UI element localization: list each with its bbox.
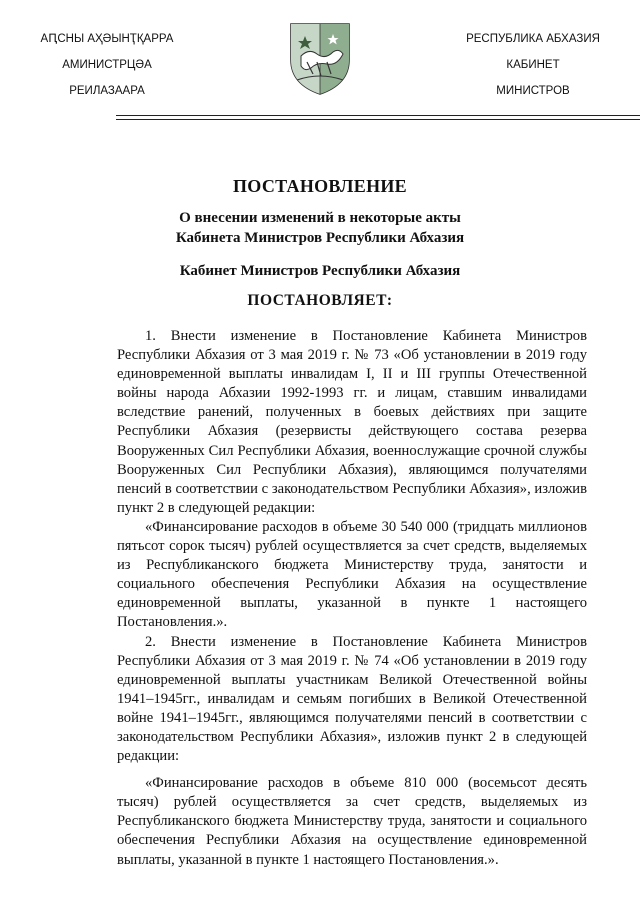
paragraph-1-quote: «Финансирование расходов в объеме 30 540 000 (тридцать миллионов пятьсот сорок тысяч) рублей осуществляется за счет средств, выделяемых из Республиканского бюджета Министерству труда, занятости и социального обеспечения Республики Абхазия на осуществление единовременной выплаты, указанной в пункте 1 настоящего Постановления.». (117, 518, 587, 631)
issuing-authority: Кабинет Министров Республики Абхазия (179, 263, 461, 279)
subject-line-1: О внесении изменений в некоторые акты (179, 210, 461, 226)
paragraph-1: 1. Внести изменение в Постановление Кабинета Министров Республики Абхазия от 3 мая 2019 г. № 73 «Об установлении в 2019 году единовременной выплаты инвалидам I, II и III группы Отечественной войны народа Абхазии 1992-1993 гг. и лицам, ставшим инвалидами вследствие ранений, полученных в боевых действиях при защите Республики Абхазия (резервисты действующего состава резерва Вооруженных Сил Республики Абхазия, военнослужащие срочной службы Вооруженных Сил Республики Абхазия), являющимся получателями пенсий в соответствии с законодательством Республики Абхазия», изложив пункт 2 в следующей редакции: (117, 328, 587, 516)
header-left-line-3: РЕИЛАЗААРА (69, 85, 145, 97)
document-body (117, 327, 587, 870)
header-right-line-3: МИНИСТРОВ (496, 85, 570, 97)
header-right-line-1: РЕСПУБЛИКА АБХАЗИЯ (466, 33, 600, 45)
header-left-line-1: АԤСНЫ АҲӘЫНҬҚАРРА (40, 33, 174, 45)
header-divider-thick (116, 115, 640, 116)
subject-line-2: Кабинета Министров Республики Абхазия (175, 230, 465, 246)
paragraph-2-quote: «Финансирование расходов в объеме 810 000 (восемьсот десять тысяч) рублей осуществляется за счет средств, выделяемых из Республиканского бюджета Министерству труда, занятости и социального обеспечения Республики Абхазия на осуществление единовременной выплаты, указанной в пункте 1 настоящего Постановления.». (117, 775, 587, 868)
document-title: ПОСТАНОВЛЕНИЕ (233, 176, 407, 196)
document-subject (0, 208, 640, 248)
resolves-heading: ПОСТАНОВЛЯЕТ: (247, 292, 393, 309)
paragraph-2: 2. Внести изменение в Постановление Кабинета Министров Республики Абхазия от 3 мая 2019 г. № 74 «Об установлении в 2019 году единовременной выплаты участникам Великой Отечественной войны 1941–1945гг., инвалидам и семьям погибших в Великой Отечественной войне 1941–1945гг., являющимся получателями пенсий в соответствии с законодательством Республики Абхазия», изложив пункт 2 в следующей редакции: (117, 633, 587, 765)
header-right-russian (448, 26, 618, 104)
header-left-abkhaz (22, 26, 192, 104)
header-left-line-2: АМИНИСТРЦӘА (62, 59, 152, 71)
header-right-line-2: КАБИНЕТ (506, 59, 560, 71)
header-divider-thin (116, 119, 640, 120)
coat-of-arms-icon (287, 22, 353, 96)
